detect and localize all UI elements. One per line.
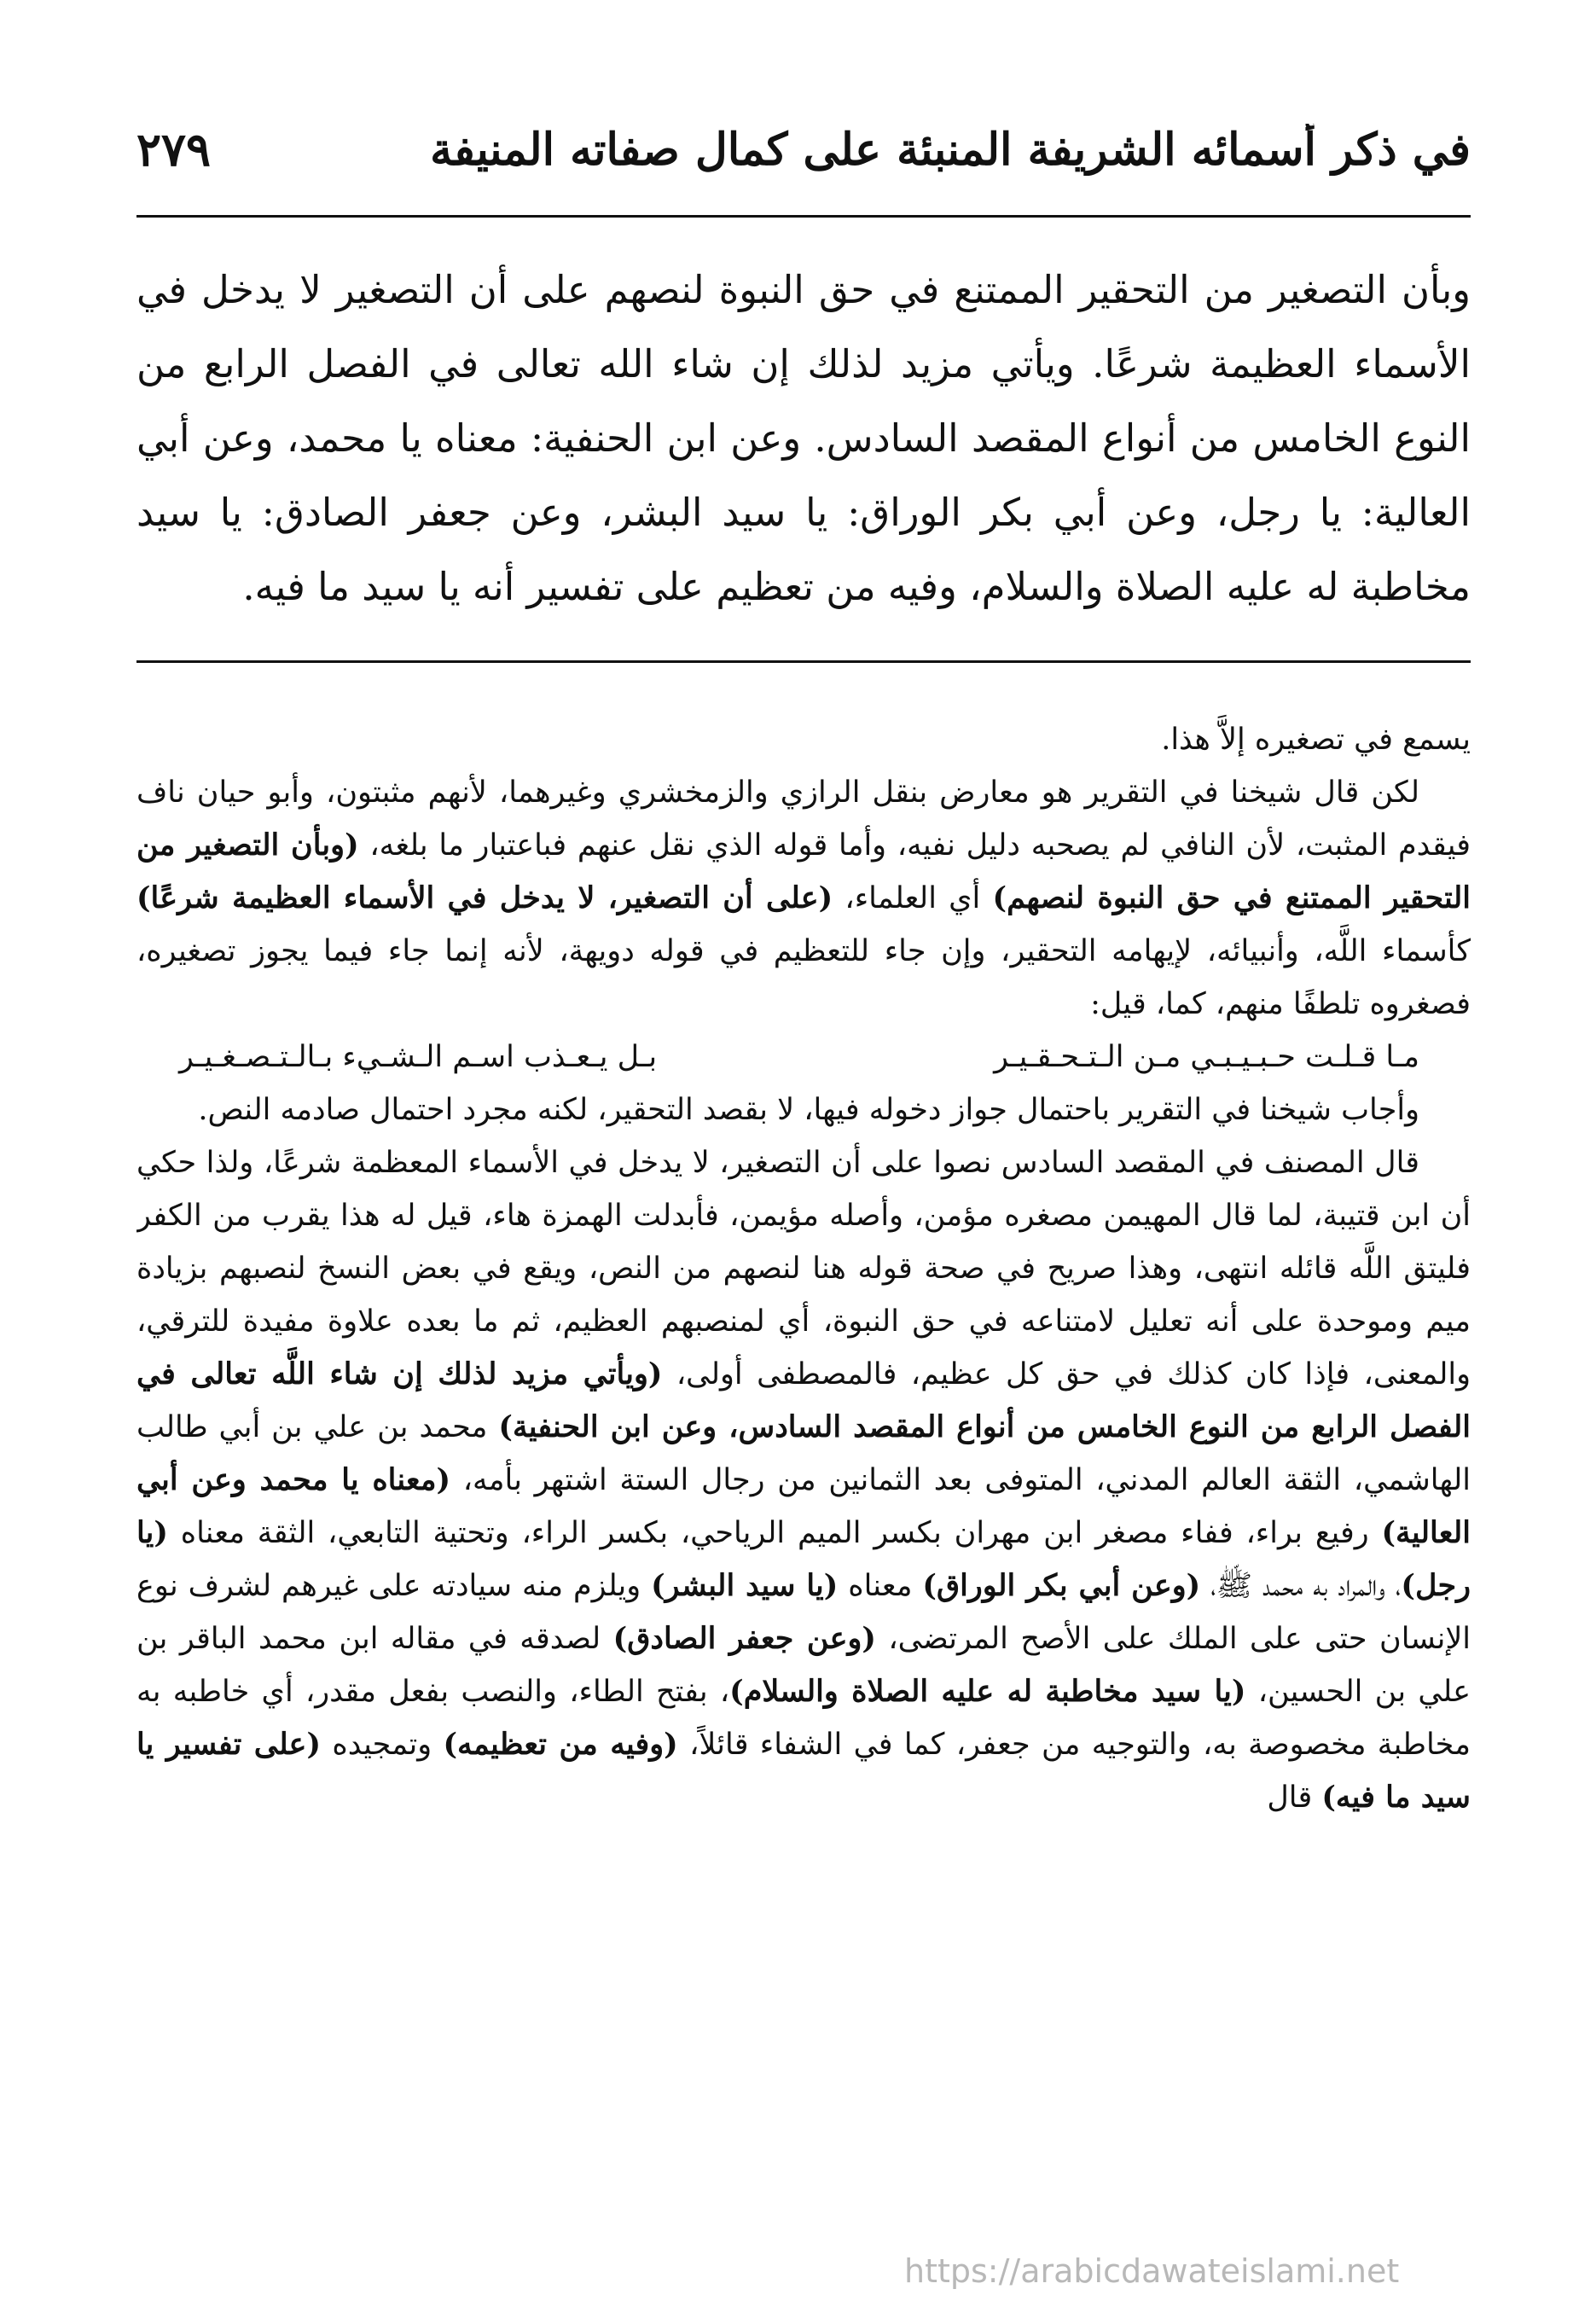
commentary-paragraph (136, 1084, 1471, 1136)
quoted-main-text: (ويأتي مزيد لذلك إن شاء اللَّه تعالى في الفصل الرابع من النوع الخامس من أنواع المقصد السادس، وعن ابن الحنفية) (136, 1357, 1471, 1444)
commentary-text: محمد بن علي بن أبي طالب الهاشمي، الثقة العالم المدني، المتوفى بعد الثمانين من رجال الستة اشتهر بأمه، (136, 1410, 1471, 1497)
running-title: في ذكر أسمائه الشريفة المنبئة على كمال صفاته المنيفة (430, 123, 1471, 176)
main-text: وبأن التصغير من التحقير الممتنع في حق النبوة لنصهم على أن التصغير لا يدخل في الأسماء العظيمة شرعًا. ويأتي مزيد لذلك إن شاء الله تعالى في الفصل الرابع من النوع الخامس من أنواع المقصد السادس. وعن ابن الحنفية: معناه يا محمد، وعن أبي العالية: يا رجل، وعن أبي بكر الوراق: يا سيد البشر، وعن جعفر الصادق: يا سيد مخاطبة له عليه الصلاة والسلام، وفيه من تعظيم على تفسير أنه يا سيد ما فيه. (136, 267, 1471, 609)
commentary-text: أي العلماء، (833, 881, 993, 915)
quoted-main-text: (وعن أبي بكر الوراق) (922, 1568, 1201, 1603)
page-header (136, 102, 1471, 196)
commentary-text: وأجاب شيخنا في التقرير باحتمال جواز دخوله فيها، لا بقصد التحقير، لكنه مجرد احتمال صادمه النص. (198, 1093, 1419, 1127)
quoted-main-text: (على أن التصغير، لا يدخل في الأسماء العظيمة شرعًا) (136, 880, 833, 915)
commentary-divider (136, 660, 1471, 663)
commentary-text: ، بفتح الطاء، والنصب بفعل مقدر، أي خاطبه به مخاطبة مخصوصة به، والتوجيه من جعفر، كما في الشفاء قائلاً، (136, 1675, 1471, 1762)
quoted-main-text: (يا سيد البشر) (651, 1568, 839, 1603)
header-divider (136, 215, 1471, 218)
commentary-text: معناه (838, 1569, 923, 1603)
poem-hemistich-second: بـل يـعـذب اسـم الـشـيء بـالـتـصـغـيـر (179, 1040, 658, 1074)
quoted-main-text: (يا رجل) (136, 1515, 1471, 1603)
commentary-text: قال المصنف في المقصد السادس نصوا على أن التصغير، لا يدخل في الأسماء المعظمة شرعًا، ولذا حكي أن ابن قتيبة، لما قال المهيمن مصغره مؤمن، وأصله مؤيمن، فأبدلت الهمزة هاء، قيل له هذا يقرب من الكفر فليتق اللَّه قائله انتهى، وهذا صريح في صحة قوله هنا لنصهم من النص، ويقع في بعض النسخ لنصبهم بزيادة ميم وموحدة على أنه تعليل لامتناعه في حق النبوة، أي لمنصبهم العظيم، ثم ما بعده علاوة مفيدة للترقي، والمعنى، فإذا كان كذلك في حق كل عظيم، فالمصطفى أولى، (136, 1146, 1471, 1391)
commentary-text: ، والمراد به محمد ﷺ، (1200, 1569, 1402, 1603)
commentary-paragraph (136, 713, 1471, 766)
quoted-main-text: (معناه يا محمد وعن أبي العالية) (136, 1462, 1471, 1550)
main-text-block (136, 253, 1471, 636)
page-number: ٢٧٩ (136, 122, 212, 177)
commentary-text: يسمع في تصغيره إلاَّ هذا. (1161, 723, 1471, 757)
quoted-main-text: (وفيه من تعظيمه) (443, 1727, 678, 1762)
commentary-paragraph (136, 766, 1471, 1031)
commentary-text: كأسماء اللَّه، وأنبيائه، لإيهامه التحقير، وإن جاء للتعظيم في قوله دويهة، لأنه إنما جاء فيما يجوز تصغيره، فصغروه تلطفًا منهم، كما، قيل: (136, 934, 1471, 1021)
commentary-text: لصدقه في مقاله ابن محمد الباقر بن علي بن الحسين، (136, 1622, 1471, 1709)
commentary-text: رفيع براء، ففاء مصغر ابن مهران بكسر الميم الرياحي، بكسر الراء، وتحتية التابعي، الثقة معناه (167, 1516, 1382, 1550)
quoted-main-text: (وبأن التصغير من التحقير الممتنع في حق النبوة لنصهم) (136, 828, 1471, 915)
commentary-text: ويلزم منه سيادته على غيرهم لشرف نوع الإنسان حتى على الملك على الأصح المرتضى، (136, 1569, 1471, 1656)
watermark-url: https://arabicdawateislami.net (904, 2252, 1400, 2290)
commentary-paragraph (136, 1136, 1471, 1824)
poem-verse (136, 1031, 1471, 1084)
quoted-main-text: (على تفسير يا سيد ما فيه) (136, 1727, 1471, 1815)
quoted-main-text: (وعن جعفر الصادق) (612, 1621, 876, 1656)
commentary-block (136, 713, 1471, 2249)
commentary-text: وتمجيده (321, 1728, 444, 1762)
quoted-main-text: (يا سيد مخاطبة له عليه الصلاة والسلام) (729, 1674, 1246, 1709)
poem-hemistich-first: مـا قـلـت حـبـيـبـي مـن الـتـحـقـيـر (994, 1040, 1419, 1074)
commentary-text: قال (1267, 1781, 1322, 1815)
commentary-text: لكن قال شيخنا في التقرير هو معارض بنقل الرازي والزمخشري وغيرهما، لأنهم مثبتون، وأبو حيان ناف فيقدم المثبت، لأن النافي لم يصحبه دليل نفيه، وأما قوله الذي نقل عنهم فباعتبار ما بلغه، (136, 776, 1471, 863)
